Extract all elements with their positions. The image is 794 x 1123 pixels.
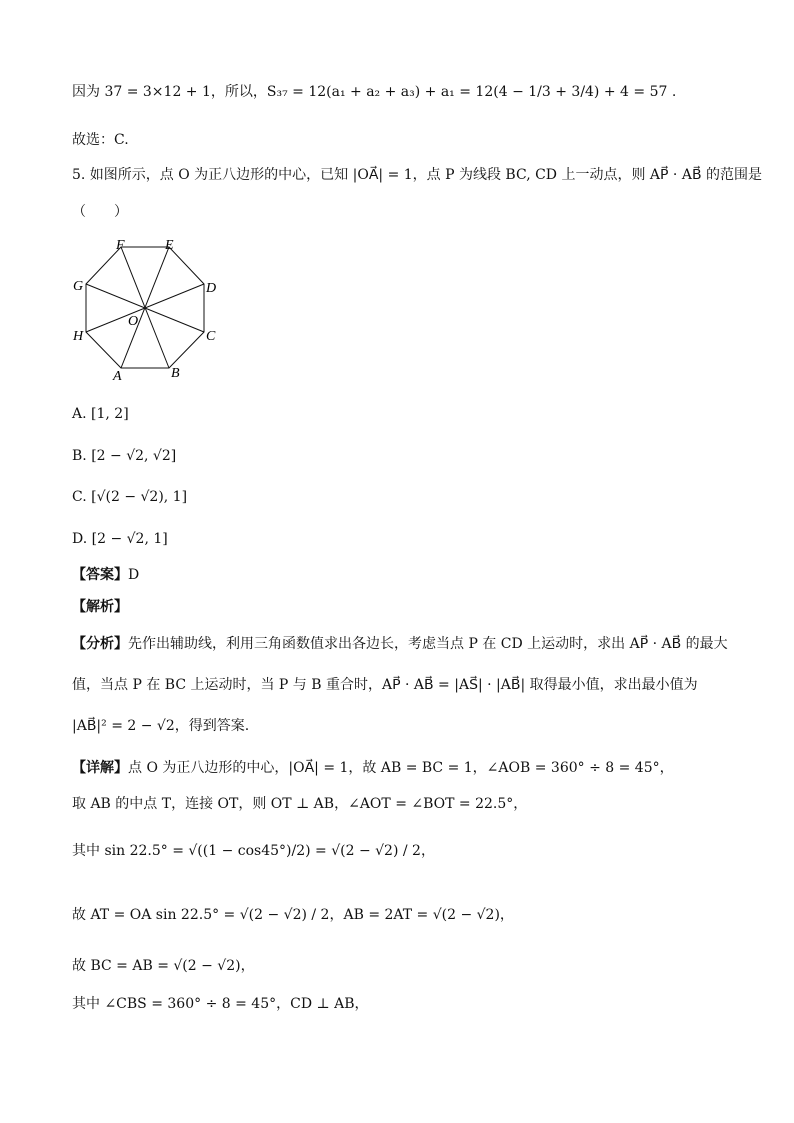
option-a: A. [1, 2] (72, 406, 129, 422)
fenxi-line-3: |AB⃗|² = 2 − √2，得到答案. (72, 718, 250, 734)
label-C: C (206, 329, 216, 344)
label-E: E (165, 238, 174, 253)
analysis-tag: 【解析】 (72, 599, 128, 615)
option-d: D. [2 − √2, 1] (72, 531, 168, 547)
xiangjie-text-1: 点 O 为正八边形的中心，|OA⃗| = 1，故 AB = BC = 1，∠AOB = 360° ÷ 8 = 45°， (128, 760, 674, 776)
fenxi-line-1 (72, 634, 728, 654)
answer-line (72, 565, 139, 585)
label-F: F (116, 238, 125, 253)
label-B: B (171, 366, 180, 381)
octagon-figure (68, 232, 228, 384)
question-5-stem: 5. 如图所示，点 O 为正八边形的中心，已知 |OA⃗| = 1，点 P 为线段 BC, CD 上一动点，则 AP⃗ · AB⃗ 的范围是 (72, 167, 762, 183)
xiangjie-line-2: 取 AB 的中点 T，连接 OT，则 OT ⊥ AB，∠AOT = ∠BOT = 22.5°， (72, 796, 528, 812)
solution-line-s37: 因为 37 = 3×12 + 1，所以，S₃₇ = 12(a₁ + a₂ + a₃) + a₁ = 12(4 − 1/3 + 3/4) + 4 = 57 . (72, 84, 677, 100)
label-H: H (73, 329, 84, 344)
option-b: B. [2 − √2, √2] (72, 448, 177, 464)
xiangjie-line-5: 故 BC = AB = √(2 − √2)， (72, 958, 255, 974)
xiangjie-tag: 【详解】 (72, 760, 128, 776)
xiangjie-line-4: 故 AT = OA sin 22.5° = √(2 − √2) / 2，AB = 2AT = √(2 − √2)， (72, 907, 514, 923)
fenxi-line-2: 值，当点 P 在 BC 上运动时，当 P 与 B 重合时，AP⃗ · AB⃗ = |AS⃗| · |AB⃗| 取得最小值，求出最小值为 (72, 677, 698, 693)
xiangjie-line-1 (72, 758, 674, 778)
choose-c-line: 故选：C. (72, 132, 129, 148)
question-5-blank: （ ） (72, 204, 128, 220)
xiangjie-line-3: 其中 sin 22.5° = √((1 − cos45°)/2) = √(2 − √2) / 2， (72, 843, 435, 859)
answer-tag: 【答案】 (72, 567, 128, 583)
label-O: O (128, 314, 139, 329)
answer-value: D (128, 567, 140, 583)
option-c: C. [√(2 − √2), 1] (72, 489, 188, 505)
fenxi-tag: 【分析】 (72, 636, 128, 652)
label-A: A (113, 369, 122, 384)
label-G: G (73, 279, 84, 294)
xiangjie-line-6: 其中 ∠CBS = 360° ÷ 8 = 45°，CD ⊥ AB， (72, 996, 369, 1012)
fenxi-text-1: 先作出辅助线，利用三角函数值求出各边长，考虑当点 P 在 CD 上运动时，求出 AP⃗ · AB⃗ 的最大 (128, 636, 728, 652)
label-D: D (206, 281, 217, 296)
